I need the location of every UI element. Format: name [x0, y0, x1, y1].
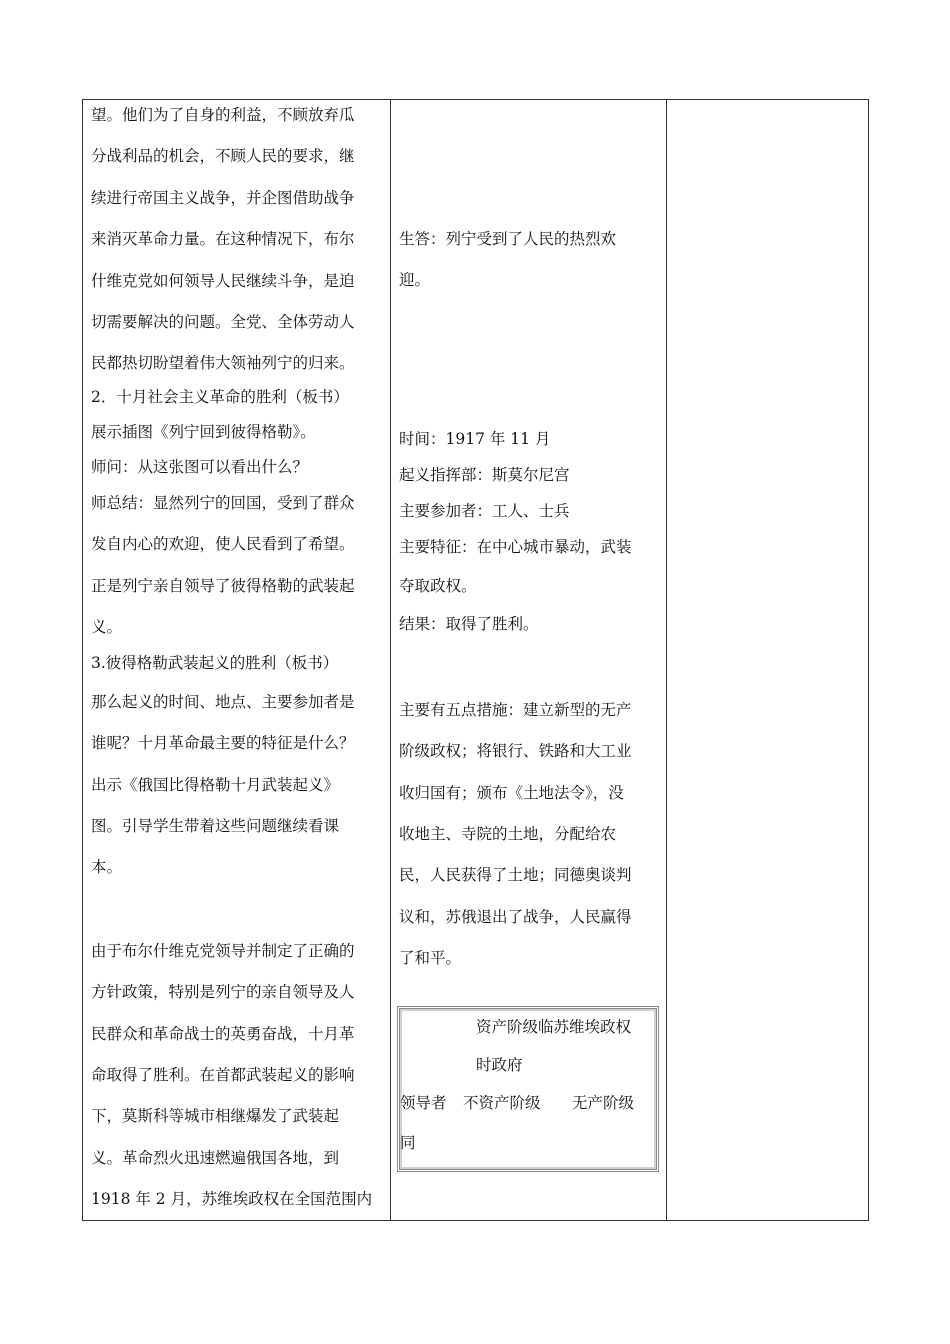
text-line: 望。他们为了自身的利益，不顾放弃瓜	[91, 106, 355, 124]
text-line: 命取得了胜利。在首都武装起义的影响	[91, 1066, 355, 1084]
text-line: 发自内心的欢迎，使人民看到了希望。	[91, 535, 355, 553]
comparison-box	[397, 1006, 659, 1172]
text-line: 图。引导学生带着这些问题继续看课	[91, 817, 340, 835]
box-cell-value: 不资产阶级	[463, 1094, 541, 1112]
text-line: 那么起义的时间、地点、主要参加者是	[91, 693, 355, 711]
text-line: 民，人民获得了土地；同德奥谈判	[399, 866, 632, 884]
text-line: 主要特征：在中心城市暴动，武装	[399, 538, 632, 556]
text-line: 结果：取得了胜利。	[399, 615, 539, 633]
text-line: 生答：列宁受到了人民的热烈欢	[399, 230, 617, 248]
lesson-table	[82, 99, 869, 1221]
teacher-activity-cell	[83, 100, 391, 1221]
text-line: 什维克党如何领导人民继续斗争，是迫	[91, 272, 355, 290]
text-line: 来消灭革命力量。在这种情况下，布尔	[91, 230, 355, 248]
box-header-line: 时政府	[476, 1056, 523, 1074]
text-line: 由于布尔什维克党领导并制定了正确的	[91, 942, 355, 960]
text-line: 夺取政权。	[399, 577, 477, 595]
text-line: 时间：1917 年 11 月	[399, 430, 551, 448]
box-row-label: 同	[400, 1134, 416, 1152]
text-line: 1918 年 2 月，苏维埃政权在全国范围内	[91, 1190, 373, 1208]
text-line: 民群众和革命战士的英勇奋战，十月革	[91, 1025, 355, 1043]
text-line: 义。	[91, 618, 123, 636]
text-line: 民都热切盼望着伟大领袖列宁的归来。	[91, 354, 355, 372]
text-line: 本。	[91, 858, 123, 876]
text-line: 收归国有；颁布《土地法令》，没	[399, 784, 624, 802]
text-line: 主要有五点措施：建立新型的无产	[399, 701, 632, 719]
text-line: 方针政策，特别是列宁的亲自领导及人	[91, 983, 355, 1001]
table-row	[83, 100, 869, 1221]
text-line: 主要参加者：工人、士兵	[399, 502, 570, 520]
text-line: 正是列宁亲自领导了彼得格勒的武装起	[91, 577, 355, 595]
text-line: 切需要解决的问题。全党、全体劳动人	[91, 313, 355, 331]
text-line: 师总结：显然列宁的回国，受到了群众	[91, 494, 355, 512]
box-cell-value: 无产阶级	[572, 1094, 635, 1112]
text-line: 义。革命烈火迅速燃遍俄国各地，到	[91, 1149, 340, 1167]
text-line: 出示《俄国比得格勒十月武装起义》	[91, 776, 340, 794]
text-line: 议和，苏俄退出了战争，人民赢得	[399, 908, 632, 926]
text-line: 续进行帝国主义战争，并企图借助战争	[91, 189, 355, 207]
text-line: 收地主、寺院的土地，分配给农	[399, 825, 617, 843]
text-line: 下，莫斯科等城市相继爆发了武装起	[91, 1107, 340, 1125]
student-activity-cell	[391, 100, 667, 1221]
box-row-label: 领导者	[400, 1094, 447, 1112]
notes-cell	[667, 100, 869, 1221]
text-line: 了和平。	[399, 949, 462, 967]
box-header-line: 资产阶级临苏维埃政权	[476, 1018, 632, 1036]
text-line: 展示插图《列宁回到彼得格勒》。	[91, 423, 316, 441]
text-line: 起义指挥部：斯莫尔尼宫	[399, 466, 570, 484]
text-line: 谁呢？十月革命最主要的特征是什么？	[91, 734, 355, 752]
text-line: 迎。	[399, 271, 431, 289]
text-line: 阶级政权；将银行、铁路和大工业	[399, 742, 632, 760]
text-line: 分战利品的机会，不顾人民的要求，继	[91, 147, 355, 165]
section-heading: 2．十月社会主义革命的胜利（板书）	[91, 388, 349, 406]
text-line: 师问：从这张图可以看出什么？	[91, 458, 309, 476]
section-heading: 3.彼得格勒武装起义的胜利（板书）	[91, 654, 339, 672]
